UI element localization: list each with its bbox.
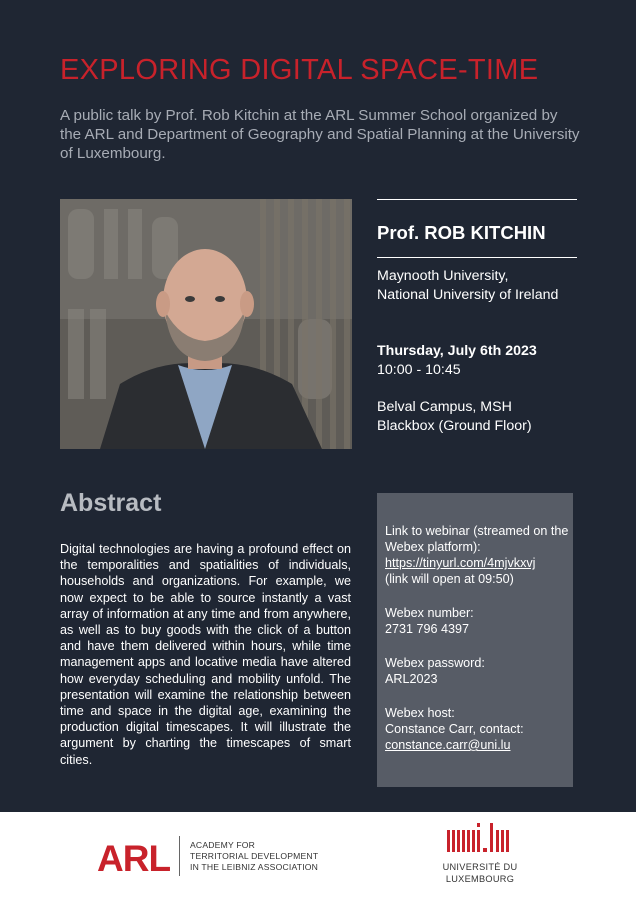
webinar-info-box [377, 493, 573, 787]
webex-host-label: Webex host: [385, 706, 455, 720]
name-rule-top [377, 199, 577, 200]
uni-lu-name [440, 862, 520, 885]
webex-host-name: Constance Carr, contact: [385, 722, 524, 736]
webex-password-label: Webex password: [385, 656, 485, 670]
webinar-link-note: (link will open at 09:50) [385, 572, 514, 586]
event-time: 10:00 - 10:45 [377, 362, 461, 378]
venue-line: Belval Campus, MSH [377, 399, 512, 415]
arl-logo-divider [179, 836, 180, 876]
event-date: Thursday, July 6th 2023 [377, 343, 537, 359]
webex-password: ARL2023 [385, 672, 438, 686]
arl-logo: ARL [97, 838, 171, 879]
uni-name-line: LUXEMBOURG [445, 873, 515, 884]
abstract-heading: Abstract [60, 489, 162, 517]
webinar-link[interactable]: https://tinyurl.com/4mjvkxvj [385, 556, 536, 570]
arl-tagline-line: IN THE LEIBNIZ ASSOCIATION [190, 862, 319, 872]
speaker-name: Prof. ROB KITCHIN [377, 222, 546, 243]
venue-line: Blackbox (Ground Floor) [377, 418, 532, 434]
webinar-link-label: Link to webinar (streamed on the Webex platform): [385, 524, 569, 554]
event-title: EXPLORING DIGITAL SPACE-TIME [60, 54, 539, 86]
affiliation-line: Maynooth University, [377, 268, 509, 284]
footer [0, 812, 636, 897]
uni-lu-logo [447, 822, 513, 861]
webex-number-label: Webex number: [385, 606, 474, 620]
abstract-body: Digital technologies are having a profound effect on the temporalities and spatialities of individuals, households and organizations. For example, we now expect to be able to source instantly a vast array of information at any time and from anywhere, as well as to buy goods with the click of a button and have them delivered within hours, while time management apps and locative media have altered how everyday scheduling and mobility unfold. The presentation will examine the relationship between time and space in the digital age, examining the production digital timescapes. It will illustrate the argument by charting the timescapes of smart cities. [60, 542, 351, 767]
arl-tagline-line: TERRITORIAL DEVELOPMENT [190, 851, 319, 861]
name-rule-bottom [377, 257, 577, 258]
arl-tagline [190, 840, 318, 873]
uni-name-line: UNIVERSITÉ DU [442, 862, 518, 872]
arl-tagline-line: ACADEMY FOR [190, 840, 256, 850]
speaker-photo [60, 199, 352, 449]
host-email-link[interactable]: constance.carr@uni.lu [385, 738, 511, 752]
webex-number: 2731 796 4397 [385, 622, 470, 636]
speaker-affiliation [377, 267, 558, 305]
event-venue [377, 398, 532, 436]
affiliation-line: National University of Ireland [377, 287, 559, 303]
event-intro: A public talk by Prof. Rob Kitchin at the ARL Summer School organized by the ARL and Department of Geography and Spatial Planning at the University of Luxembourg. [60, 107, 580, 162]
